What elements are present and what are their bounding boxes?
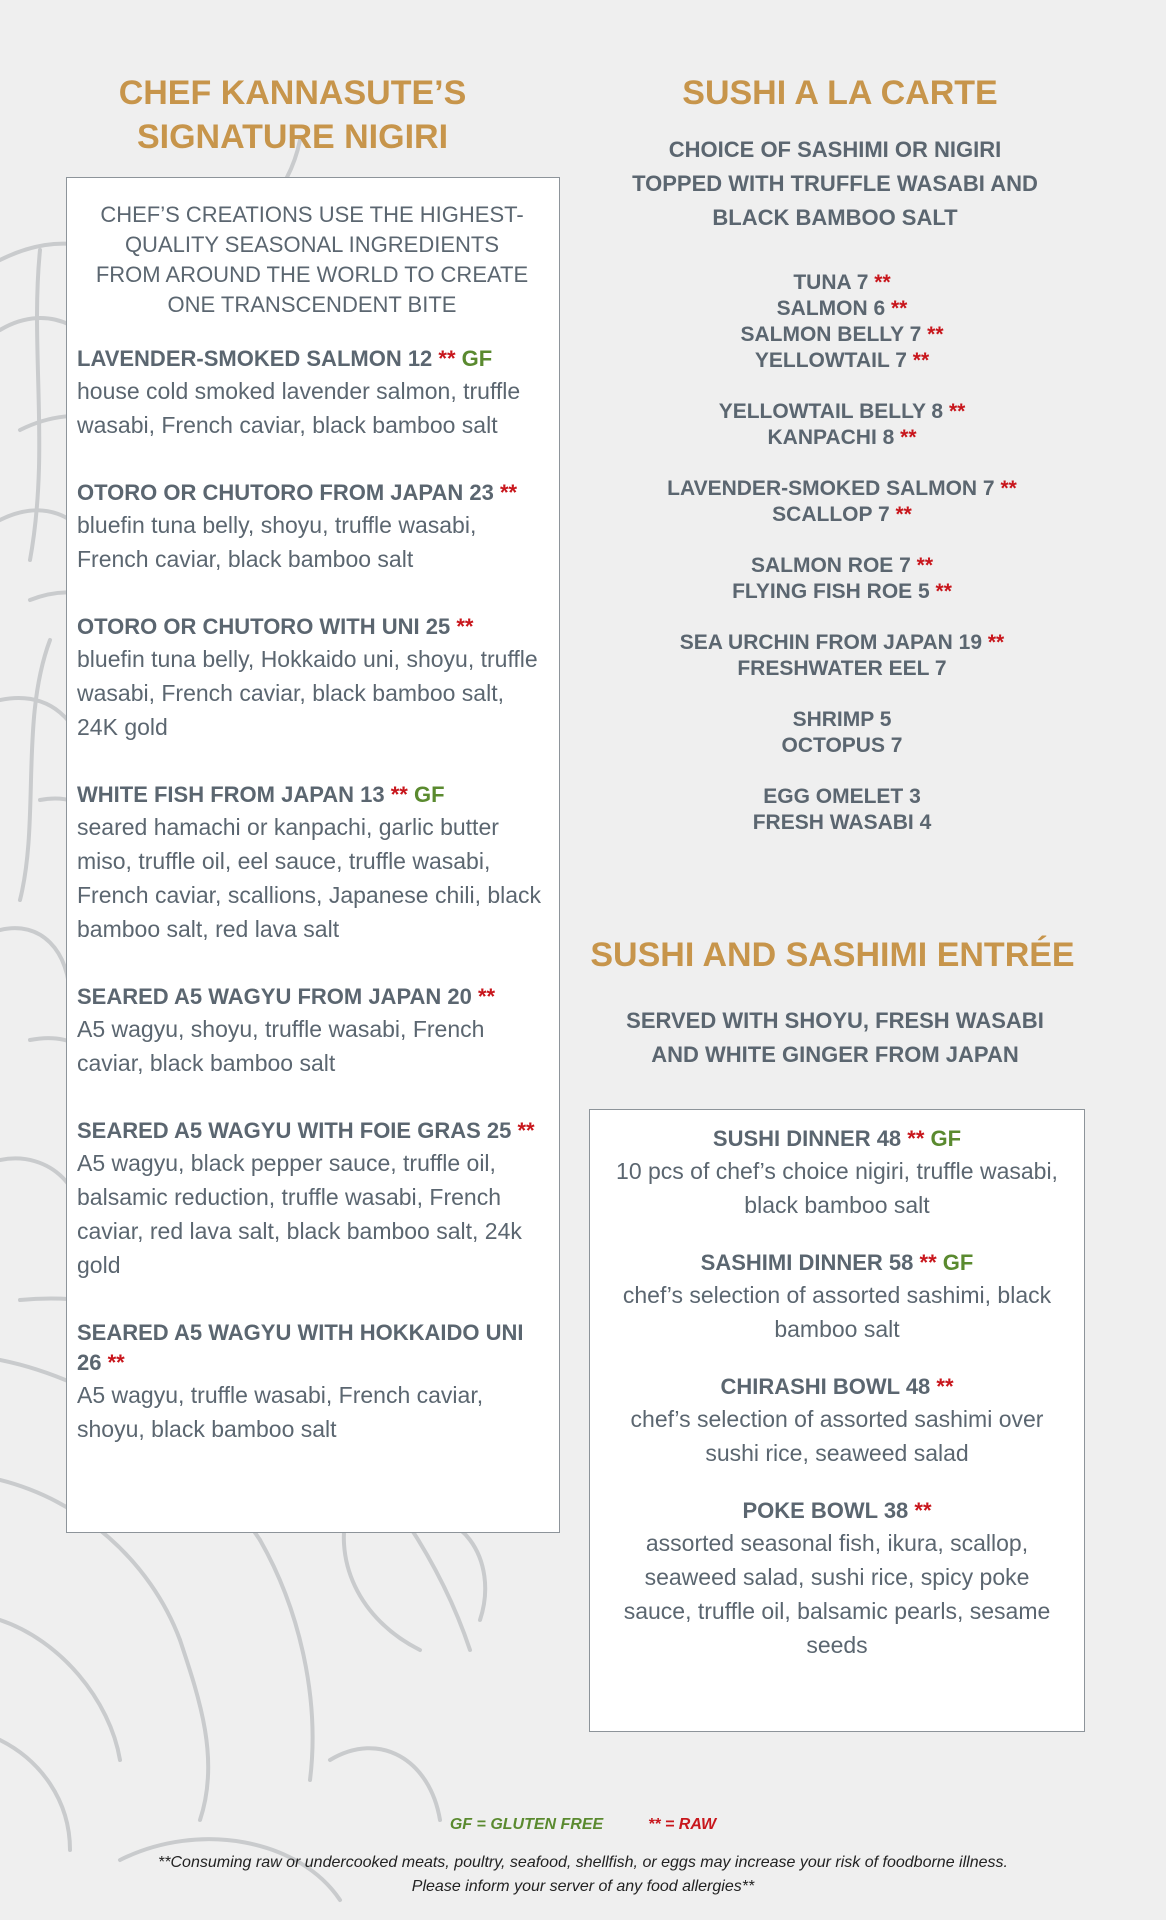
a-la-carte-item [590,322,1094,348]
item-name: OTORO OR CHUTORO WITH UNI 25 [77,614,451,639]
a-la-carte-group [590,399,1094,451]
a-la-carte-item [590,733,1094,759]
a-la-carte-item [590,656,1094,682]
a-la-carte-subtitle: CHOICE OF SASHIMI OR NIGIRI TOPPED WITH TRUFFLE WASABI AND BLACK BAMBOO SALT [632,137,1038,230]
signature-items [77,344,547,1446]
raw-marker: ** [456,614,474,639]
a-la-carte-title: SUSHI A LA CARTE [682,74,998,112]
item-name: TUNA 7 [793,271,869,294]
allergy-notice: Please inform your server of any food allergies** [411,1878,755,1895]
raw-marker: ** [1000,477,1017,500]
left-item-heading [77,478,547,508]
entree-box [589,1109,1085,1732]
entree-item [614,1248,1060,1346]
item-name: SALMON ROE 7 [750,554,911,577]
item-description: bluefin tuna belly, shoyu, truffle wasabi, French caviar, black bamboo salt [77,512,477,572]
left-item [77,612,547,744]
foodborne-warning: **Consuming raw or undercooked meats, poultry, seafood, shellfish, or eggs may increase your risk of foodborne illness. [158,1854,1008,1871]
a-la-carte-group [590,553,1094,605]
a-la-carte-group [590,630,1094,682]
gf-marker: GF [930,1126,962,1151]
gf-marker: GF [942,1250,974,1275]
entree-items [614,1124,1060,1662]
signature-nigiri-box [66,177,560,1533]
a-la-carte-item [590,707,1094,733]
item-description: seared hamachi or kanpachi, garlic butter miso, truffle oil, eel sauce, truffle wasabi, French caviar, scallions, Japanese chili, black bamboo salt, red lava salt [77,814,542,942]
raw-marker: ** [916,554,934,577]
a-la-carte-item [590,348,1094,374]
a-la-carte-group [590,476,1094,528]
item-name: SEARED A5 WAGYU WITH FOIE GRAS 25 [77,1118,512,1143]
raw-marker: ** [907,1126,925,1151]
left-item-heading [77,1116,547,1146]
title-line-2: SIGNATURE NIGIRI [136,118,449,156]
item-name: SALMON 6 [776,297,886,320]
a-la-carte-item [590,399,1094,425]
raw-marker: ** [919,1250,937,1275]
item-name: POKE BOWL 38 [742,1498,909,1523]
entree-item [614,1372,1060,1470]
raw-marker: ** [499,480,518,505]
a-la-carte-item [590,784,1094,810]
signature-intro: CHEF’S CREATIONS USE THE HIGHEST-QUALITY SEASONAL INGREDIENTS FROM AROUND THE WORLD TO CREATE ONE TRANSCENDENT BITE [95,202,529,317]
item-name: SALMON BELLY 7 [740,323,922,346]
item-name: SASHIMI DINNER 58 [700,1250,914,1275]
raw-marker: ** [948,400,966,423]
raw-marker: ** [912,349,930,372]
entree-item-heading [614,1124,1060,1154]
title-line-1: CHEF KANNASUTE’S [118,74,467,112]
item-description: chef’s selection of assorted sashimi, black bamboo salt [622,1282,1052,1342]
item-description: assorted seasonal fish, ikura, scallop, seaweed salad, sushi rice, spicy poke sauce, truffle oil, balsamic pearls, sesame seeds [623,1530,1051,1658]
entree-item-heading [614,1496,1060,1526]
item-name: KANPACHI 8 [767,426,895,449]
entree-item-heading [614,1248,1060,1278]
raw-marker: ** [874,271,891,294]
left-item [77,982,547,1080]
item-name: SCALLOP 7 [772,503,890,526]
raw-marker: ** [900,426,917,449]
item-description: 10 pcs of chef’s choice nigiri, truffle wasabi, black bamboo salt [616,1158,1058,1218]
left-item-heading [77,982,547,1012]
item-name: SHRIMP 5 [792,708,892,731]
item-name: SEARED A5 WAGYU WITH HOKKAIDO UNI 26 [77,1320,524,1375]
signature-nigiri-title [60,71,525,159]
entree-item [614,1496,1060,1662]
raw-marker: ** [935,580,952,603]
item-name: FRESH WASABI 4 [752,811,932,834]
raw-marker: ** [936,1374,954,1399]
entree-item [614,1124,1060,1222]
entree-title: SUSHI AND SASHIMI ENTRÉE [590,936,1075,974]
entree-item-heading [614,1372,1060,1402]
a-la-carte-group [590,707,1094,759]
a-la-carte-item [590,630,1094,656]
a-la-carte-list [590,270,1094,861]
gf-marker: GF [414,782,445,807]
item-description: A5 wagyu, truffle wasabi, French caviar, shoyu, black bamboo salt [77,1382,484,1442]
a-la-carte-item [590,425,1094,451]
raw-legend: ** = RAW [648,1816,717,1833]
item-name: OCTOPUS 7 [781,734,903,757]
raw-marker: ** [107,1350,125,1375]
item-name: CHIRASHI BOWL 48 [720,1374,931,1399]
item-name: YELLOWTAIL 7 [754,349,907,372]
a-la-carte-group [590,270,1094,374]
item-name: LAVENDER-SMOKED SALMON 12 [77,346,433,371]
item-name: WHITE FISH FROM JAPAN 13 [77,782,385,807]
gf-marker: GF [461,346,493,371]
item-description: house cold smoked lavender salmon, truffle wasabi, French caviar, black bamboo salt [77,378,521,438]
entree-subtitle: SERVED WITH SHOYU, FRESH WASABI AND WHITE GINGER FROM JAPAN [626,1008,1044,1067]
raw-marker: ** [477,984,496,1009]
left-item [77,780,547,946]
item-name: FLYING FISH ROE 5 [732,580,930,603]
raw-marker: ** [891,297,908,320]
footer-notes [0,1851,1166,1899]
item-name: YELLOWTAIL BELLY 8 [718,400,944,423]
a-la-carte-item [590,553,1094,579]
a-la-carte-item [590,296,1094,322]
item-description: chef’s selection of assorted sashimi over sushi rice, seaweed salad [630,1406,1044,1466]
left-item [77,1116,547,1282]
left-item-heading [77,1318,547,1378]
left-item [77,478,547,576]
item-description: A5 wagyu, black pepper sauce, truffle oil, balsamic reduction, truffle wasabi, French caviar, red lava salt, black bamboo salt, 24k gold [77,1150,522,1278]
legend [0,1816,1166,1834]
item-name: LAVENDER-SMOKED SALMON 7 [667,477,995,500]
a-la-carte-item [590,502,1094,528]
raw-marker: ** [927,323,944,346]
left-item [77,344,547,442]
item-description: A5 wagyu, shoyu, truffle wasabi, French caviar, black bamboo salt [77,1016,485,1076]
item-name: SUSHI DINNER 48 [712,1126,902,1151]
left-item-heading [77,612,547,642]
item-name: EGG OMELET 3 [763,785,921,808]
raw-marker: ** [438,346,456,371]
raw-marker: ** [914,1498,932,1523]
a-la-carte-item [590,270,1094,296]
item-name: OTORO OR CHUTORO FROM JAPAN 23 [77,480,494,505]
item-name: SEARED A5 WAGYU FROM JAPAN 20 [77,984,472,1009]
raw-marker: ** [895,503,912,526]
left-item [77,1318,547,1446]
item-name: SEA URCHIN FROM JAPAN 19 [679,631,982,654]
raw-marker: ** [517,1118,535,1143]
a-la-carte-item [590,579,1094,605]
raw-marker: ** [987,631,1005,654]
a-la-carte-item [590,476,1094,502]
item-name: FRESHWATER EEL 7 [737,657,947,680]
left-item-heading [77,344,547,374]
raw-marker: ** [390,782,408,807]
item-description: bluefin tuna belly, Hokkaido uni, shoyu, truffle wasabi, French caviar, black bamboo salt, 24K gold [77,646,538,740]
left-item-heading [77,780,547,810]
a-la-carte-group [590,784,1094,836]
gf-legend: GF = GLUTEN FREE [449,1816,604,1833]
a-la-carte-item [590,810,1094,836]
